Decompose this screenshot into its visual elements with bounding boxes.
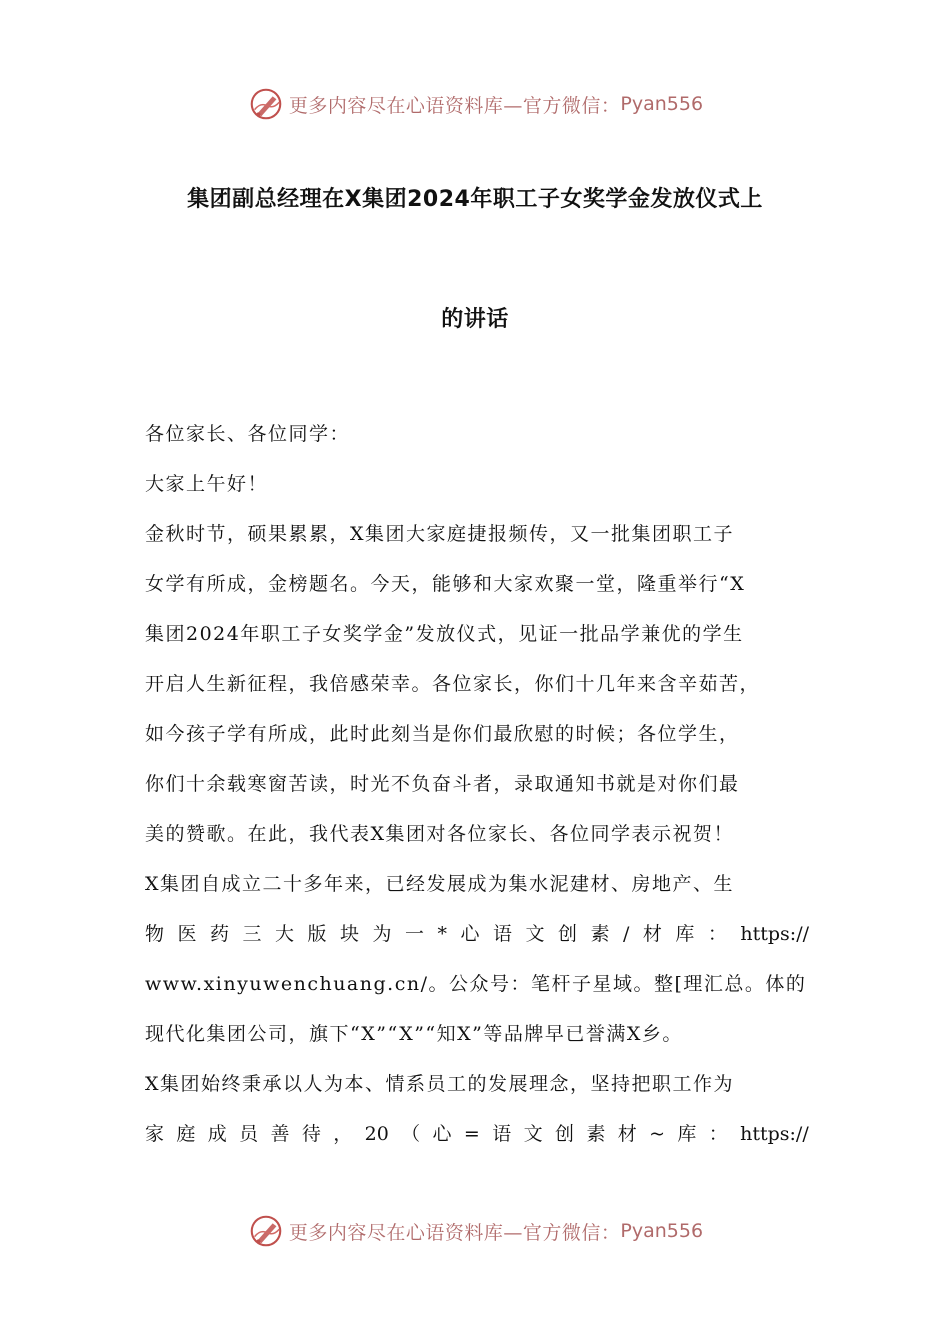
body-line: X集团自成立二十多年来，已经发展成为集水泥建材、房地产、生 — [145, 873, 735, 895]
body-line: X集团始终秉承以人为本、情系员工的发展理念，坚持把职工作为 — [145, 1073, 735, 1095]
banner-text: 更多内容尽在心语资料库—官方微信： — [288, 94, 621, 117]
body-line-spread — [145, 1118, 809, 1168]
body-line: 各位家长、各位同学： — [145, 423, 351, 445]
body-line-spread — [145, 918, 809, 968]
body-token: ： — [707, 923, 727, 945]
body-token: 医 — [177, 923, 197, 945]
body-token: 语 — [492, 923, 512, 945]
body-line: 开启人生新征程，我倍感荣幸。各位家长，你们十几年来含辛茹苦， — [145, 673, 761, 695]
body-token: 创 — [557, 923, 577, 945]
body-token: ： — [708, 1123, 728, 1145]
document-body — [145, 418, 809, 1168]
document-title-line-2: 的讲话 — [441, 307, 509, 332]
body-token: * — [437, 923, 447, 945]
footer-watermark-banner — [0, 1209, 950, 1253]
body-line: 女学有所成，金榜题名。今天，能够和大家欢聚一堂，隆重举行“X — [145, 573, 746, 595]
body-token: 待 — [301, 1123, 321, 1145]
body-token: 素 — [590, 923, 610, 945]
body-token: 20 — [364, 1123, 389, 1145]
body-token: 版 — [307, 923, 327, 945]
body-token: 物 — [145, 923, 165, 945]
body-token: 一 — [405, 923, 425, 945]
body-line: www.xinyuwenchuang.cn/。公众号：笔杆子星域。整[理汇总。体的 — [145, 973, 807, 995]
body-token: 药 — [210, 923, 230, 945]
body-token: 文 — [525, 923, 545, 945]
body-token: 大 — [275, 923, 295, 945]
body-line: 大家上午好！ — [145, 473, 269, 495]
body-token: 心 — [432, 1123, 452, 1145]
body-line: 如今孩子学有所成，此时此刻当是你们最欣慰的时候；各位学生， — [145, 723, 740, 745]
body-token: = — [463, 1123, 480, 1145]
body-token: 家 — [145, 1123, 165, 1145]
body-token: 材 — [642, 923, 662, 945]
body-token: 材 — [617, 1123, 637, 1145]
body-line: 美的赞歌。在此，我代表X集团对各位家长、各位同学表示祝贺！ — [145, 823, 735, 845]
pen-logo-icon — [247, 85, 285, 123]
body-line: 你们十余载寒窗苦读，时光不负奋斗者，录取通知书就是对你们最 — [145, 773, 740, 795]
body-token: 素 — [586, 1123, 606, 1145]
body-token: 员 — [239, 1123, 259, 1145]
body-line: 金秋时节，硕果累累，X集团大家庭捷报频传，又一批集团职工子 — [145, 523, 735, 545]
body-token: （ — [401, 1123, 421, 1145]
body-token: 语 — [492, 1123, 512, 1145]
body-line: 现代化集团公司，旗下“X”“X”“知X”等品牌早已誉满X乡。 — [145, 1023, 683, 1045]
body-token: 创 — [554, 1123, 574, 1145]
body-token: 心 — [460, 923, 480, 945]
body-token: 成 — [207, 1123, 227, 1145]
body-token: ~ — [649, 1123, 665, 1145]
body-token: 善 — [270, 1123, 290, 1145]
body-token: 文 — [523, 1123, 543, 1145]
banner-wechat-id: Pyan556 — [620, 1220, 704, 1242]
body-line: 集团2024年职工子女奖学金”发放仪式，见证一批品学兼优的学生 — [145, 623, 744, 645]
banner-text: 更多内容尽在心语资料库—官方微信： — [288, 1221, 621, 1244]
pen-logo-icon — [247, 1212, 285, 1250]
body-token: 为 — [372, 923, 392, 945]
banner-wechat-id: Pyan556 — [620, 93, 704, 115]
body-token: / — [622, 923, 630, 945]
document-title-line-1: 集团副总经理在X集团2024年职工子女奖学金发放仪式上 — [187, 187, 763, 212]
header-watermark-banner — [0, 82, 950, 126]
body-token: 块 — [340, 923, 360, 945]
body-token: https:// — [740, 1123, 809, 1145]
body-token: 三 — [242, 923, 262, 945]
body-token: https:// — [740, 923, 809, 945]
body-token: 库 — [675, 923, 695, 945]
body-token: 庭 — [176, 1123, 196, 1145]
body-token: ， — [333, 1123, 353, 1145]
body-token: 库 — [677, 1123, 697, 1145]
